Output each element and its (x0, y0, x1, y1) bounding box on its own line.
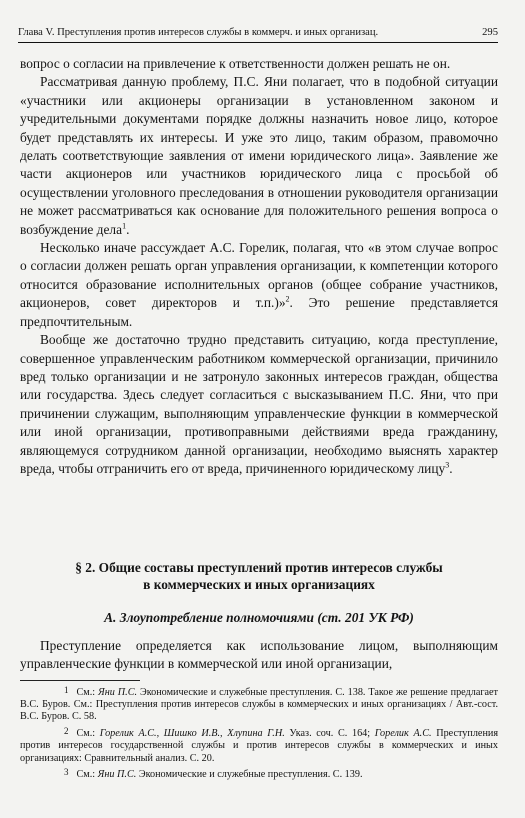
footnotes (20, 684, 498, 783)
paragraph: Рассматривая данную проблему, П.С. Яни полагает, что в подобной ситуации «участники или акционеры организации в установленном законом и учредительными документами порядке должны назначить новое лицо, которое будет представлять их интересы. И уже это лицо, таким образом, правомочно делать соответствующие заявления от имени юридического лица». Заявление же части акционеров или участников юридического лица с просьбой об осуществлении уголовного преследования в отношении руководителя организации не может рассматриваться как основание для положительного решения вопроса о возбуждение дела$^1$. (20, 74, 498, 237)
running-header (18, 26, 498, 40)
subsection-heading: А. Злоупотребление полномочиями (ст. 201 УК РФ) (104, 610, 414, 625)
body-text-continued (20, 637, 498, 674)
paragraph: Вообще же достаточно трудно представить ситуацию, когда преступление, совершенное управленческим работником коммерческой организации, причинило вред только организации и не затронуло законных интересов граждан, общества или государства. Здесь следует согласиться с высказыванием П.С. Яни, что при причинении служащим, выполняющим управленческие функции в коммерческой или иной организации, противоправными действиями вреда гражданину, являющемуся сотрудником данной организации, необходимо выяснять характер вреда, чтобы отграничить его от вреда, причиненного юридическому лицу$^3$. (20, 332, 498, 476)
running-title: Глава V. Преступления против интересов службы в коммерч. и иных организац. (18, 27, 379, 38)
paragraph: Преступление определяется как использование лицом, выполняющим управленческие функции в коммерческой или иной организации, (20, 638, 498, 672)
section-heading: § 2. Общие составы преступлений против интересов службы в коммерческих и иных организациях (75, 560, 443, 592)
paragraph: вопрос о согласии на привлечение к ответственности должен решать не он. (20, 56, 451, 71)
footnote: 2 См.: Горелик А.С., Шишко И.В., Хлупина Г.Н. Указ. соч. С. 164; Горелик А.С. Преступления против интересов государственной службы и против интересов службы в коммерческих и иных организациях: Сравнительный анализ. С. 20. (20, 726, 499, 764)
body-text (20, 55, 498, 478)
footnote-ref: 2 (285, 294, 290, 304)
footnote-ref: 1 (122, 221, 127, 231)
footnote: 3 См.: Яни П.С. Экономические и служебные преступления. С. 139. (64, 767, 363, 781)
footnote: 1 См.: Яни П.С. Экономические и служебные преступления. С. 138. Такое же решение предлагает В.С. Буров. См.: Преступления против интересов службы в коммерческих и иных организациях / Авт.-сост. В.С. Буров. С. 58. (20, 685, 499, 723)
paragraph: Несколько иначе рассуждает А.С. Горелик, полагая, что «в этом случае вопрос о согласии должен решать орган управления организации, к компетенции которого относится образование исполнительных органов (общее собрание участников, акционеров, совет директоров и т.п.)»$^2$. Это решение представляется предпочтительным. (20, 240, 498, 329)
page-number: 295 (482, 27, 498, 38)
header-rule (18, 42, 498, 43)
footnote-ref: 3 (445, 460, 450, 470)
footnote-rule (20, 680, 140, 681)
